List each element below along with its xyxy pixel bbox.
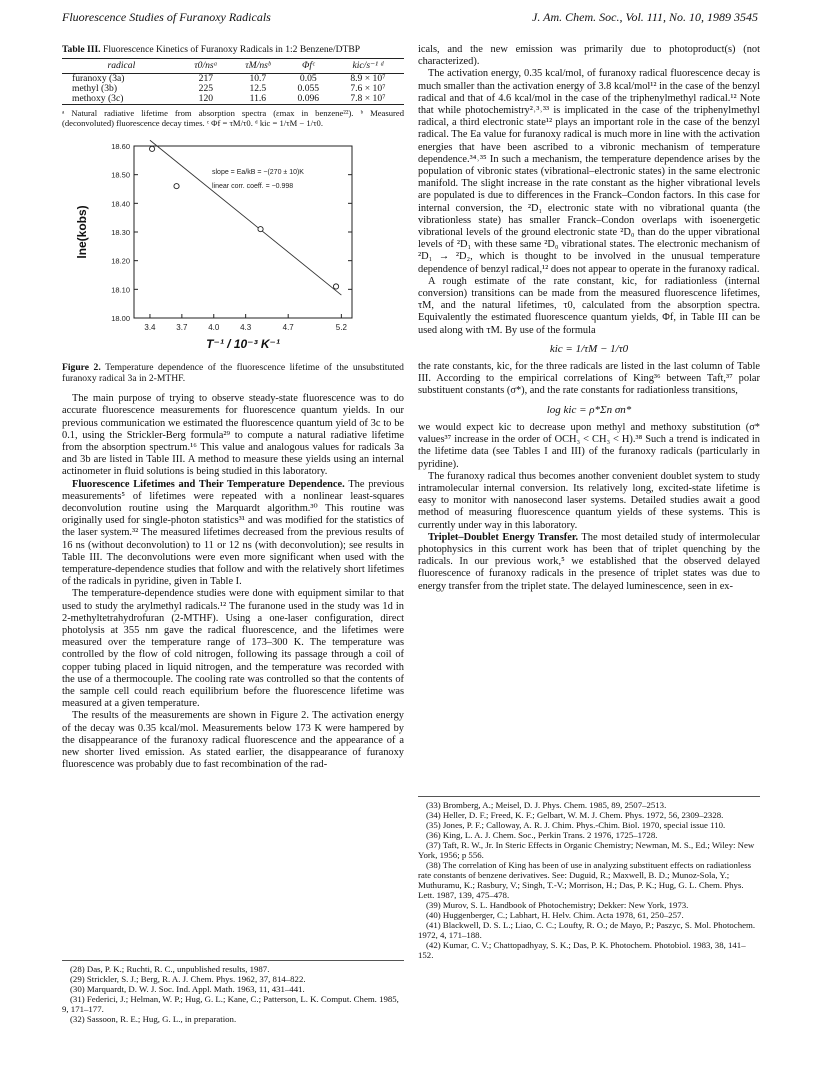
figure-caption	[62, 362, 404, 384]
fit-line	[150, 140, 341, 295]
data-point	[258, 227, 263, 232]
y-tick-label: 18.40	[111, 199, 130, 209]
header-journal: J. Am. Chem. Soc., Vol. 111, No. 10, 1989 3545	[532, 10, 758, 24]
arrhenius-plot	[62, 136, 404, 360]
paragraph: The furanoxy radical thus becomes another convenient doublet system to study intramolecular internal conversion. Its relatively long, excited-state lifetime is easy to monitor with nanosecond laser systems. Detailed studies await a good method of measuring fluorescence quantum yields of these systems. This is currently under way in this laboratory.	[418, 470, 760, 531]
table-header-cell: τ0/nsᵃ	[181, 59, 231, 74]
reference: (29) Strickler, S. J.; Berg, R. A. J. Chem. Phys. 1962, 37, 814–822.	[70, 974, 306, 984]
y-axis-label: lne(kobs)	[75, 205, 89, 259]
annotation-slope: slope = Ea/kB = −(270 ± 10)K	[212, 169, 304, 177]
data-point	[333, 284, 338, 289]
table-header-cell: kic/s⁻¹ ᵈ	[332, 59, 404, 74]
reference: (42) Kumar, C. V.; Chattopadhyay, S. K.; Das, P. K. Photochem. Photobiol. 1983, 38, 141–152.	[418, 940, 746, 960]
table-cell: furanoxy (3a)	[72, 73, 125, 85]
paragraph: The main purpose of trying to observe steady-state fluorescence was to do accurate fluorescence measurements for fluorescence quantum yields. In our previous communication we estimated the fluorescence quantum yield of 3c to be 0.1, using the Strickler-Berg formula²⁹ to compute a natural radiative lifetime from the absorption spectrum.¹⁶ This value and analogous values for radicals 3a and 3b are listed in Table III. A method to measure these yields using an internal actinometer in fluid solutions is being studied in this laboratory.	[62, 393, 404, 478]
table-cell: 120	[181, 94, 231, 105]
figure-label: Figure 2.	[62, 362, 101, 374]
paragraph: The results of the measurements are shown in Figure 2. The activation energy of the decay was 0.35 kcal/mol. Measurements below 173 K were hampered by the disappearance of the furanoxy radical fluorescence and the appearance of a new shorter lived emission. As stated earlier, the disappearance of furanoxy fluorescence was probably due to fast recombination of the rad-	[62, 710, 404, 771]
annotation-corr: linear corr. coeff. = −0.998	[212, 183, 294, 191]
y-tick-label: 18.10	[111, 285, 130, 295]
figure-caption-text: Temperature dependence of the fluorescence lifetime of the unsubstituted furanoxy radical 3a in 2-MTHF.	[62, 362, 404, 385]
paragraph: The temperature-dependence studies were done with equipment similar to that used to study the arylmethyl radicals.¹² The furanone used in the study was 1d in 2-methyltetrahydrofuran (2-MTHF). Using a one-laser configuration, direct photolysis at 355 nm gave the radical fluorescence, and the lifetimes were measured over the temperature range of 173–300 K. The temperature was controlled by the flow of cold nitrogen, following its passage through a coil of copper tubing placed in liquid nitrogen, and the temperature was recorded with the use of a thermocouple. The cooling rate was controlled so that the contents of the sample cell could reach equilibrium before the fluorescence lifetime was measured at a given temperature.	[62, 588, 404, 710]
y-tick-label: 18.50	[111, 170, 130, 180]
table-cell: methoxy (3c)	[62, 94, 181, 105]
paragraph	[418, 532, 760, 593]
y-tick-label: 18.20	[111, 256, 130, 266]
paragraph-text: The most detailed study of intermolecular photophysics in this current work has been that of triplet quenching by the radicals. In our previous work,⁵ we established that the observed delayed fluorescence of furanoxy radicals in the presence of triplet states was due to energy transfer from the triplet state. The delayed luminescence, seen in ex-	[418, 531, 760, 592]
y-tick-label: 18.60	[111, 142, 130, 152]
data-point	[174, 184, 179, 189]
data-point	[149, 146, 154, 151]
reference: (41) Blackwell, D. S. L.; Liao, C. C.; Loufty, R. O.; de Mayo, P.; Paszyc, S. Mol. Photochem. 1972, 4, 171–188.	[418, 920, 756, 940]
table-caption	[62, 44, 404, 55]
x-tick-label: 5.2	[335, 323, 347, 333]
table-cell: 7.8 × 10⁷	[332, 94, 404, 105]
table-cell: 217	[198, 73, 214, 85]
table-cell: 0.096	[285, 94, 332, 105]
footnotes-right	[418, 796, 760, 960]
reference: (31) Federici, J.; Helman, W. P.; Hug, G. L.; Kane, C.; Patterson, L. K. Comput. Chem. 1985, 9, 171–177.	[62, 994, 399, 1014]
table-cell: 0.055	[297, 83, 320, 95]
left-column	[62, 44, 404, 772]
paragraph: the rate constants, kic, for the three radicals are listed in the last column of Table III. According to the empirical correlations of King³⁶ between Taft,³⁷ polar substituent constants (σ*), and the rate constants for radiationless transitions,	[418, 361, 760, 397]
reference: (34) Heller, D. F.; Freed, K. F.; Gelbart, W. M. J. Chem. Phys. 1972, 56, 2309–2328.	[426, 810, 724, 820]
table-cell: 11.6	[231, 94, 285, 105]
table-cell: methyl (3b)	[72, 83, 118, 95]
x-tick-label: 4.0	[208, 323, 220, 333]
formula-kic: kic = 1/τM − 1/τ0	[549, 342, 629, 355]
table-header-cell: Φfᶜ	[285, 59, 332, 74]
table-title: Fluorescence Kinetics of Furanoxy Radicals in 1:2 Benzene/DTBP	[102, 44, 361, 55]
y-tick-label: 18.00	[111, 314, 130, 324]
paragraph: we would expect kic to decrease upon methyl and methoxy substitution (σ* values³⁷ increase in the order of OCH₃ < CH₃ < H).³⁸ Such a trend is indicated in the lifetime data (see Tables I and III) of the furanoxy radicals (particularly in pyridine).	[418, 421, 760, 470]
paragraph: A rough estimate of the rate constant, kic, for radiationless (internal conversion) transitions can be made from the measured fluorescence lifetimes, τM, and the natural lifetimes, τ0, calculated from the absorption spectra. Equivalently the estimated fluorescence quantum yields, Φf, in Table III can be used along with τM. By use of the formula	[418, 275, 760, 336]
reference: (39) Murov, S. L. Handbook of Photochemistry; Dekker: New York, 1973.	[426, 900, 689, 910]
section-heading: Fluorescence Lifetimes and Their Temperature Dependence.	[72, 478, 345, 490]
reference: (35) Jones, P. F.; Calloway, A. R. J. Chim. Phys.-Chim. Biol. 1970, special issue 110.	[426, 820, 726, 830]
footnotes-left	[62, 960, 404, 1024]
table-header-cell: radical	[62, 59, 181, 74]
y-tick-label: 18.30	[111, 228, 130, 238]
reference: (38) The correlation of King has been of use in analyzing substituent effects on radiationless rate constants of benzene derivatives. See: Duguid, R.; Maxwell, B. D.; Munoz-Sola, Y.; Muthuramu, K.; Rasbury, V.; Singh, T.-V.; Morrison, H.; Das, P. K.; Hug, G. L. Chem. Phys. Lett. 1987, 139, 475–478.	[418, 860, 752, 900]
left-body	[62, 393, 404, 771]
table-label: Table III.	[62, 44, 101, 55]
paragraph: The activation energy, 0.35 kcal/mol, of furanoxy radical fluorescence decay is much smaller than the activation energy of 3.8 kcal/mol¹² in the case of the benzyl radical and that of 4.6 kcal/mol in the case of the triphenylmethyl radical.¹² Note that while photochemistry²˒³˒³³ is implicated in the case of the triphenylmethyl radical, a third electronic state¹² plays an important role in the case of the benzyl radical. The Ea value for furanoxy radical is much more in line with the activation energies that have been ascribed to a vibronic mechanism of temperature dependence.³⁴˒³⁵ In such a mechanism, the temperature dependence arises by the population of vibronic states (vibrational–electronic states) in the same electronic manifold. The slight increase in the rate constant as the higher vibrational levels are populated is due to differences in the Franck–Condon factors. In this case for internal conversion, the ²D₁ electronic state with no vibrational quanta (the vibrationless state) has smaller Franck–Condon overlaps with isoenergetic vibrational levels of the ground electronic state ²D₀ than do the upper vibrational levels of ²D₁ with these same ²D₀ vibrational states. The electronic mechanism of ²D₁ → ²D₂, which is thought to be involved in the unusual temperature dependence of benzyl radical,¹² does not appear to operate in the furanoxy radical.	[418, 68, 760, 275]
table-cell: 225	[198, 83, 214, 95]
reference: (30) Marquardt, D. W. J. Soc. Ind. Appl. Math. 1963, 11, 431–441.	[70, 984, 305, 994]
formula-king: log kic = ρ*Σn σn*	[546, 403, 632, 416]
reference: (33) Bromberg, A.; Meisel, D. J. Phys. Chem. 1985, 89, 2507–2513.	[426, 800, 667, 810]
table-row	[62, 94, 404, 105]
x-tick-label: 4.7	[282, 323, 294, 333]
table-cell: 12.5	[249, 83, 267, 95]
kinetics-table	[62, 58, 404, 105]
reference: (36) King, L. A. J. Chem. Soc., Perkin Trans. 2 1976, 1725–1728.	[426, 830, 658, 840]
running-header	[62, 10, 758, 28]
reference: (28) Das, P. K.; Ruchti, R. C., unpublished results, 1987.	[70, 964, 270, 974]
right-column	[418, 44, 760, 593]
table-header-row	[62, 59, 404, 74]
x-axis-label: T⁻¹ / 10⁻³ K⁻¹	[206, 337, 280, 352]
x-tick-label: 3.4	[144, 323, 156, 333]
reference: (32) Sassoon, R. E.; Hug, G. L., in preparation.	[70, 1014, 237, 1024]
table-cell: 0.05	[299, 73, 317, 85]
reference: (37) Taft, R. W., Jr. In Steric Effects in Organic Chemistry; Newman, M. S., Ed.; Wiley: New York, 1956; p 556.	[418, 840, 755, 860]
paragraph-text: The previous measurements⁵ of lifetimes were repeated with a nonlinear least-squares deconvolution routine using the Marquardt algorithm.³⁰ This routine was originally used for single-photon statistics³¹ and was modified for the statistics of the laser system.³² The measured lifetimes decreased from the previous results of 16 ns (without deconvolution) to 11 or 12 ns (with deconvolution); see results in Table III. The deconvolutions were even more significant when used with the temperature-dependence studies that follow and with the relatively short lifetimes of the radicals in pyridine, given in Table I.	[62, 478, 404, 588]
section-heading: Triplet–Doublet Energy Transfer.	[428, 531, 579, 543]
table-cell: 10.7	[249, 73, 267, 85]
x-tick-label: 4.3	[240, 323, 252, 333]
table-cell: 8.9 × 10⁷	[350, 73, 386, 85]
table-header-cell: τM/nsᵇ	[231, 59, 285, 74]
x-tick-label: 3.7	[176, 323, 188, 333]
table-footnote: ᵃ Natural radiative lifetime from absorption spectra (εmax in benzene²²). ᵇ Measured (deconvoluted) fluorescence decay times. ᶜ Φf = τM/τ0. ᵈ kic = 1/τM − 1/τ0.	[62, 108, 404, 129]
paragraph	[62, 479, 404, 589]
table-cell: 7.6 × 10⁷	[350, 83, 386, 95]
header-title: Fluorescence Studies of Furanoxy Radicals	[62, 10, 271, 24]
figure-2	[62, 136, 404, 360]
reference: (40) Huggenberger, C.; Labhart, H. Helv. Chim. Acta 1978, 61, 250–257.	[426, 910, 684, 920]
paragraph: icals, and the new emission was primarily due to photoproduct(s) (not characterized).	[418, 44, 760, 68]
